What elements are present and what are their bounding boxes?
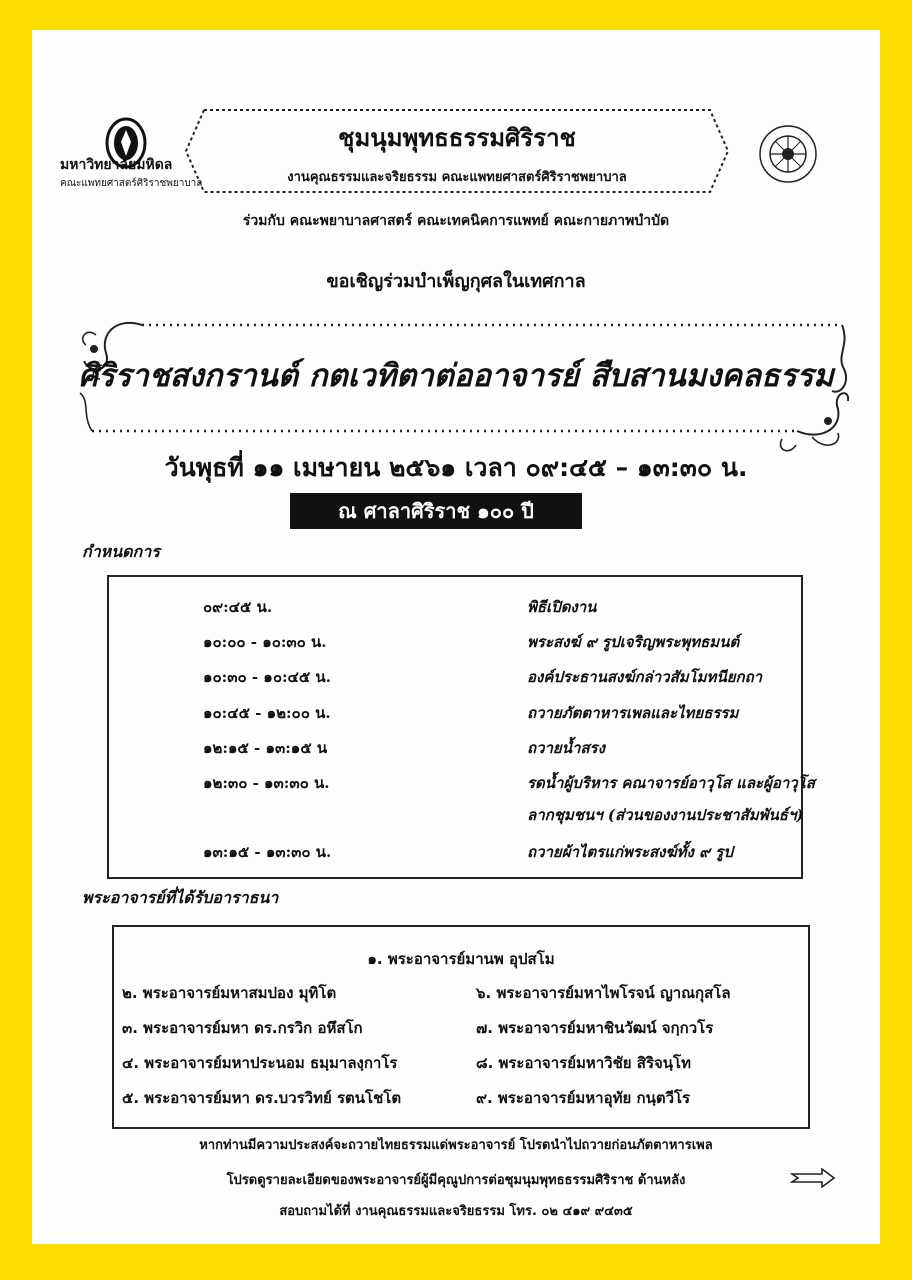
schedule-time: ๑๒:๑๕ - ๑๓:๑๕ น xyxy=(203,739,328,757)
footer-offering-note: หากท่านมีความประสงค์จะถวายไทยธรรมแด่พระอาจารย์ โปรดนำไปถวายก่อนภัตตาหารเพล xyxy=(199,1138,713,1153)
footer-contact: สอบถามได้ที่ งานคุณธรรมและจริยธรรม โทร. ๐๒ ๔๑๙ ๙๔๓๕ xyxy=(279,1204,633,1219)
schedule-activity: ถวายภัตตาหารเพลและไทยธรรม xyxy=(527,704,739,722)
monk-name: ๔. พระอาจารย์มหาประนอม ธมฺมาลงฺกาโร xyxy=(122,1054,398,1072)
footer-details-note: โปรดดูรายละเอียดของพระอาจารย์ผู้มีคุณูปการต่อชุมนุมพุทธธรรมศิริราช ด้านหลัง xyxy=(226,1173,686,1188)
schedule-time: ๑๐:๐๐ - ๑๐:๓๐ น. xyxy=(203,633,327,651)
schedule-time: ๑๒:๓๐ - ๑๓:๓๐ น. xyxy=(203,774,330,792)
schedule-time: ๑๓:๑๕ - ๑๓:๓๐ น. xyxy=(203,843,332,861)
monk-name: ๓. พระอาจารย์มหา ดร.กรวิก อหึสโก xyxy=(122,1019,363,1037)
schedule-activity: พระสงฆ์ ๙ รูปเจริญพระพุทธมนต์ xyxy=(527,633,740,651)
schedule-heading: กำหนดการ xyxy=(82,542,160,561)
buddhist-club-seal-icon xyxy=(750,122,826,190)
schedule-activity-continued: ลากชุมชนฯ (ส่วนของงานประชาสัมพันธ์ฯ) xyxy=(527,806,804,824)
club-title: ชุมนุมพุทธธรรมศิริราช xyxy=(338,124,576,152)
monk-name: ๒. พระอาจารย์มหาสมปอง มุทิโต xyxy=(122,984,337,1002)
faculty-name: คณะแพทยศาสตร์ศิริราชพยาบาล xyxy=(60,178,203,189)
schedule-activity: พิธีเปิดงาน xyxy=(527,598,597,616)
collaboration-line: ร่วมกับ คณะพยาบาลศาสตร์ คณะเทคนิคการแพทย์ คณะกายภาพบำบัด xyxy=(242,213,670,229)
schedule-time: ๑๐:๔๕ - ๑๒:๐๐ น. xyxy=(203,704,331,722)
schedule-activity: รดน้ำผู้บริหาร คณาจารย์อาวุโส และผู้อาวุโส xyxy=(527,774,815,792)
event-datetime: วันพุธที่ ๑๑ เมษายน ๒๕๖๑ เวลา ๐๙:๔๕ – ๑๓:๓๐ น. xyxy=(164,453,748,482)
poster xyxy=(32,30,880,1244)
schedule-time: ๑๐:๓๐ - ๑๐:๔๕ น. xyxy=(203,668,331,686)
monk-name: ๑. พระอาจารย์มานพ อุปสโม xyxy=(367,950,555,968)
monks-heading: พระอาจารย์ที่ได้รับอาราธนา xyxy=(82,888,279,907)
schedule-box xyxy=(107,575,815,879)
schedule-time: ๐๙:๔๕ น. xyxy=(203,598,273,616)
schedule-activity: ถวายน้ำสรง xyxy=(527,739,605,757)
university-name: มหาวิทยาลัยมหิดล xyxy=(60,157,173,173)
monk-name: ๖. พระอาจารย์มหาไพโรจน์ ญาณกุสโล xyxy=(476,984,731,1002)
club-subtitle: งานคุณธรรมและจริยธรรม คณะแพทยศาสตร์ศิริราชพยาบาล xyxy=(287,170,627,185)
monk-name: ๙. พระอาจารย์มหาอุทัย กนฺตวีโร xyxy=(476,1089,691,1107)
schedule-activity: ถวายผ้าไตรแก่พระสงฆ์ทั้ง ๙ รูป xyxy=(527,843,733,861)
right-arrow-icon xyxy=(790,1168,836,1188)
monks-box xyxy=(112,925,810,1129)
monk-name: ๘. พระอาจารย์มหาวิชัย สิริจนฺโท xyxy=(476,1054,691,1072)
venue-badge: ณ ศาลาศิริราช ๑๐๐ ปี xyxy=(290,493,582,529)
schedule-activity: องค์ประธานสงฆ์กล่าวสัมโมทนียกถา xyxy=(527,668,763,686)
monk-name: ๗. พระอาจารย์มหาชินวัฒน์ จกฺกวโร xyxy=(476,1019,714,1037)
monk-name: ๕. พระอาจารย์มหา ดร.บวรวิทย์ รตนโชโต xyxy=(122,1089,402,1107)
banner-title: ศิริราชสงกรานต์ กตเวทิตาต่ออาจารย์ สืบสานมงคลธรรม xyxy=(78,358,834,394)
invitation-line: ขอเชิญร่วมบำเพ็ญกุศลในเทศกาล xyxy=(326,271,586,292)
